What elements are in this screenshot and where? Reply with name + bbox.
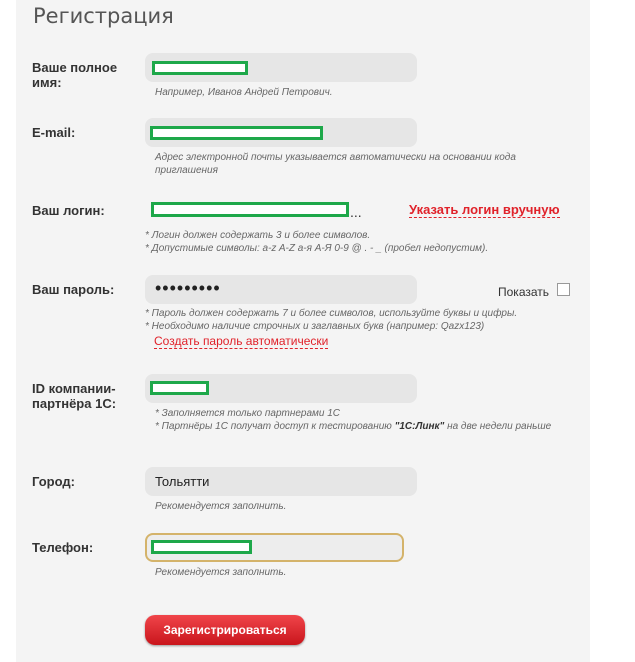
email-hint: Адрес электронной почты указывается автоматически на основании кода приглашения bbox=[155, 152, 516, 176]
city-input[interactable] bbox=[145, 467, 417, 496]
login-value-redacted bbox=[151, 202, 349, 217]
email-input[interactable] bbox=[145, 118, 417, 147]
password-input[interactable] bbox=[145, 275, 417, 304]
login-label: Ваш логин: bbox=[32, 203, 105, 218]
partner-hint-2-suffix: на две недели раньше bbox=[444, 421, 552, 432]
page-title: Регистрация bbox=[33, 4, 174, 28]
partner-hint-1: * Заполняется только партнерами 1С bbox=[155, 408, 341, 419]
manual-login-link[interactable]: Указать логин вручную bbox=[409, 202, 560, 217]
phone-input[interactable] bbox=[145, 533, 404, 562]
password-hint-case: * Необходимо наличие строчных и заглавных букв (например: Qazx123) bbox=[145, 321, 485, 332]
login-ellipsis: ... bbox=[350, 204, 362, 220]
login-hint-chars: * Допустимые символы: a-z A-Z а-я А-Я 0-9 @ . - _ (пробел недопустим). bbox=[145, 243, 489, 254]
show-password-checkbox[interactable] bbox=[557, 283, 570, 296]
fullname-input[interactable] bbox=[145, 53, 417, 82]
city-value: Тольятти bbox=[155, 474, 210, 489]
email-label: E-mail: bbox=[32, 125, 76, 140]
redaction-mask bbox=[152, 61, 248, 75]
phone-hint: Рекомендуется заполнить. bbox=[155, 567, 287, 578]
password-value: ••••••••• bbox=[155, 278, 221, 298]
partner-hint-2 bbox=[155, 420, 555, 433]
redaction-mask bbox=[150, 126, 323, 140]
partner-hint-2-product: "1С:Линк" bbox=[394, 421, 445, 432]
redaction-mask bbox=[150, 381, 209, 395]
partner-hint-2-prefix: * Партнёры 1С получат доступ к тестированию bbox=[155, 421, 395, 432]
phone-label: Телефон: bbox=[32, 540, 94, 555]
fullname-label: Ваше полное имя: bbox=[32, 60, 118, 90]
fullname-hint: Например, Иванов Андрей Петрович. bbox=[155, 87, 333, 98]
login-hint-length: * Логин должен содержать 3 и более символов. bbox=[145, 230, 371, 241]
show-password-label: Показать bbox=[498, 285, 550, 299]
partner-id-input[interactable] bbox=[145, 374, 417, 403]
password-label: Ваш пароль: bbox=[32, 282, 115, 297]
generate-password-link[interactable]: Создать пароль автоматически bbox=[154, 334, 329, 348]
city-label: Город: bbox=[32, 474, 75, 489]
register-button[interactable]: Зарегистрироваться bbox=[145, 615, 305, 645]
password-hint-length: * Пароль должен содержать 7 и более символов, используйте буквы и цифры. bbox=[145, 308, 518, 319]
partner-id-label: ID компании-партнёра 1С: bbox=[32, 381, 117, 411]
redaction-mask bbox=[151, 540, 252, 554]
city-hint: Рекомендуется заполнить. bbox=[155, 501, 287, 512]
